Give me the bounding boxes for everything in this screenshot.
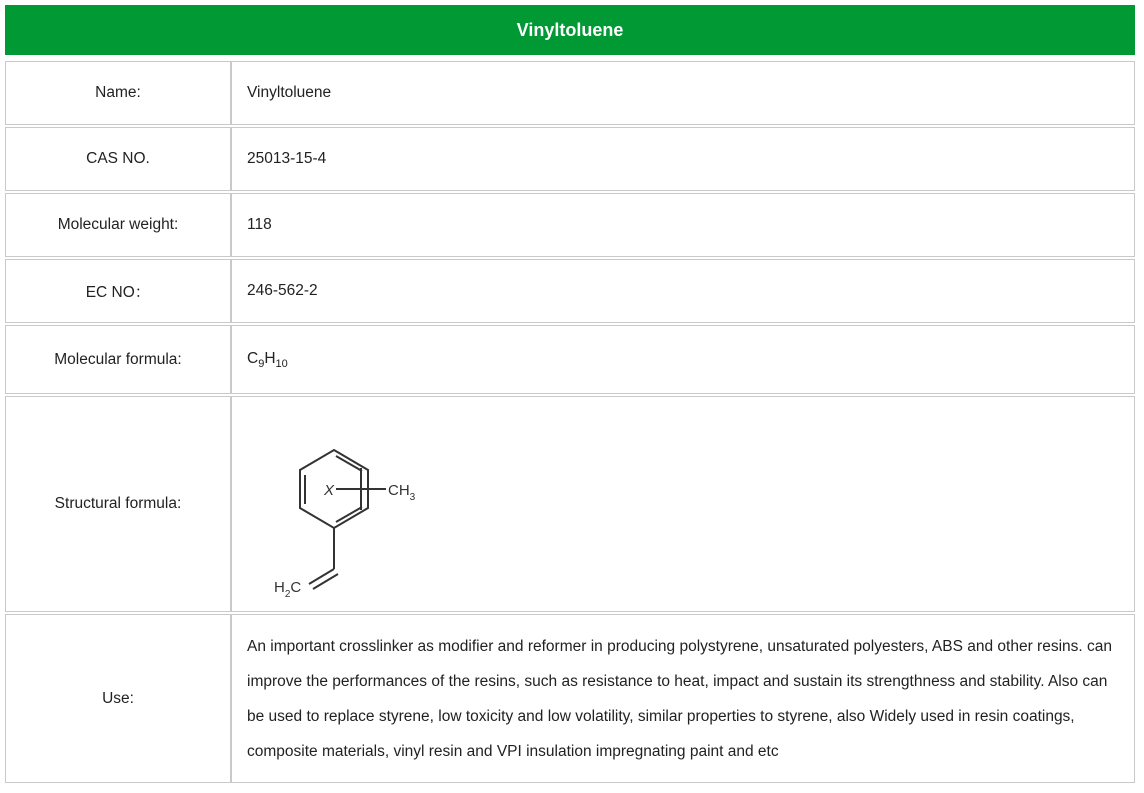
formula-h-subscript: 10: [275, 357, 288, 370]
row-molecular-formula: [5, 325, 1135, 394]
product-spec-container: [5, 5, 1135, 783]
formula-c: C: [247, 349, 259, 367]
value-name: Vinyltoluene: [231, 61, 1135, 125]
value-cas: 25013-15-4: [231, 127, 1135, 191]
row-structural-formula: [5, 396, 1135, 612]
value-structural-formula: [231, 396, 1135, 612]
value-ec-number: 246-562-2: [231, 259, 1135, 323]
formula-c-subscript: 9: [258, 357, 265, 370]
spec-table: [5, 61, 1135, 783]
value-molecular-weight: 118: [231, 193, 1135, 257]
label-molecular-formula: Molecular formula:: [5, 325, 231, 394]
label-use: Use:: [5, 614, 231, 783]
label-name: Name:: [5, 61, 231, 125]
label-molecular-weight: Molecular weight:: [5, 193, 231, 257]
x-position-label: X: [324, 482, 335, 499]
row-ec-number: [5, 259, 1135, 323]
row-molecular-weight: [5, 193, 1135, 257]
product-title-bar: [5, 5, 1135, 55]
value-use: An important crosslinker as modifier and reformer in producing polystyrene, unsaturated polyesters, ABS and other resins. can improve the performances of the resins, such as resistance to heat, impact and sustain its strengthness and stability. Also can be used to replace styrene, low toxicity and low volatility, similar properties to styrene, also Widely used in resin coatings, composite materials, vinyl resin and VPI insulation impregnating paint and etc: [231, 614, 1135, 783]
product-title: Vinyltoluene: [516, 19, 624, 40]
methyl-label: $CH_3$: [388, 482, 416, 503]
formula-h: H: [264, 349, 276, 367]
substituent-bonds: [309, 468, 386, 589]
vinyltoluene-structure-diagram: [252, 404, 452, 604]
label-ec-number: EC NO：: [5, 259, 231, 323]
row-name: [5, 61, 1135, 125]
vinyl-h2c-label: $H_2C$: [274, 579, 302, 600]
row-cas: [5, 127, 1135, 191]
label-cas: CAS NO.: [5, 127, 231, 191]
row-use: [5, 614, 1135, 783]
label-structural-formula: Structural formula:: [5, 396, 231, 612]
value-molecular-formula: [231, 325, 1135, 394]
